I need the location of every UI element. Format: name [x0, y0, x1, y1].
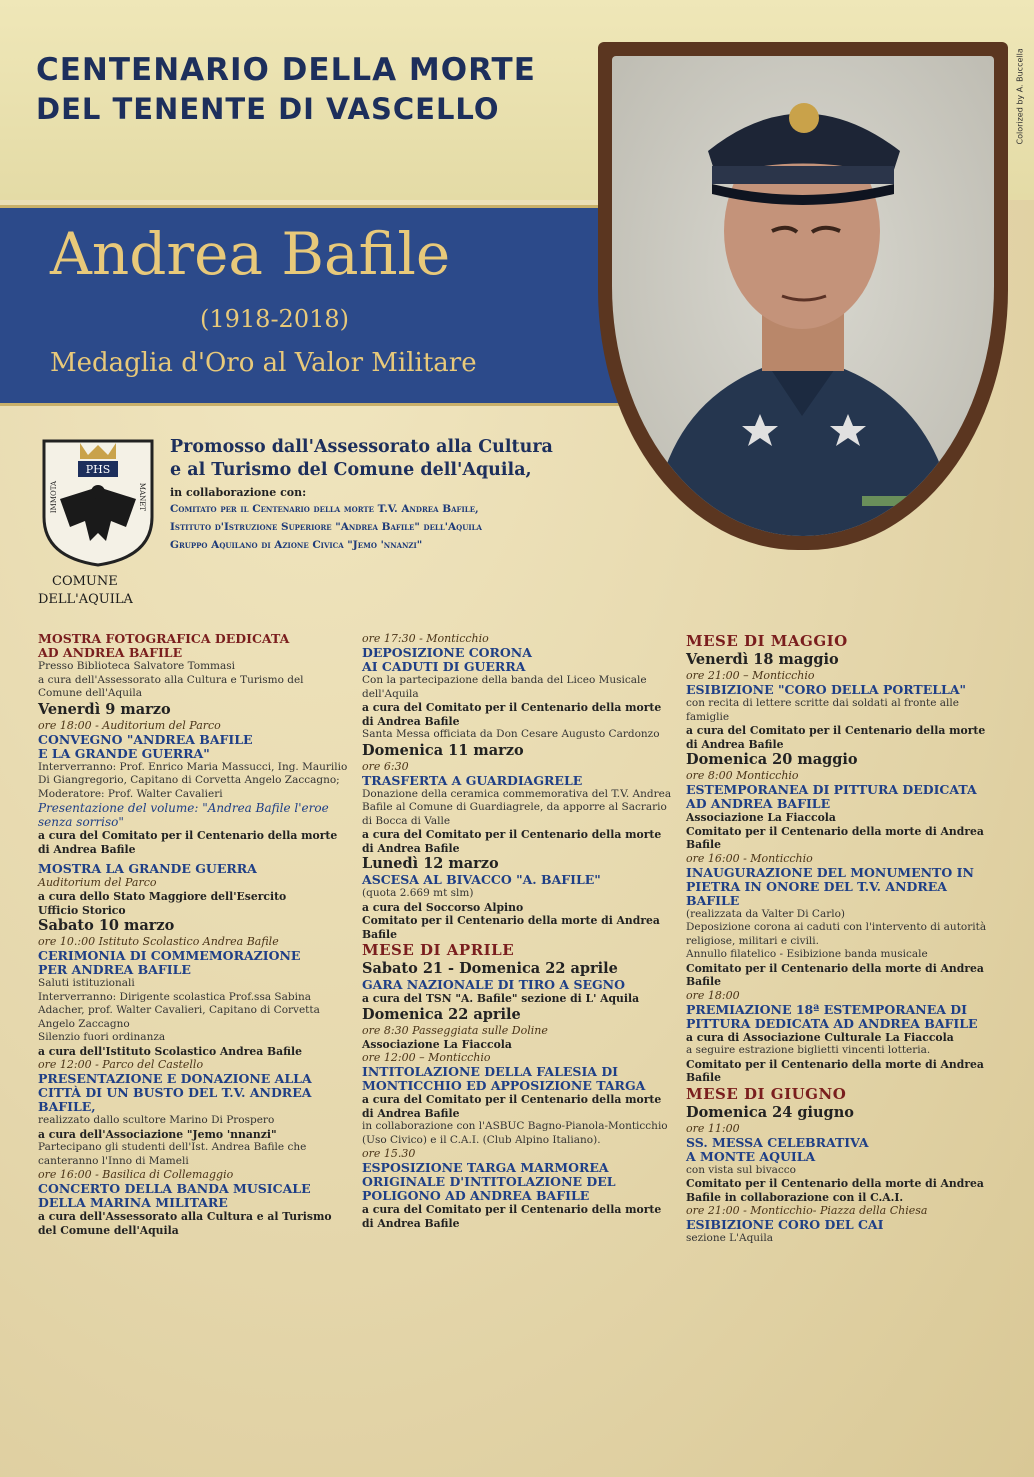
crest-label-1: COMUNE	[52, 574, 118, 589]
event-detail: in collaborazione con l'ASBUC Bagno-Pianola-Monticchio (Uso Civico) e il C.A.I. (Club Alpino Italiano).	[362, 1120, 668, 1146]
event-detail: Comitato per il Centenario della morte di Andrea Bafile	[362, 914, 660, 941]
event-detail: con recita di lettere scritte dai soldati al fronte alle famiglie	[686, 697, 959, 723]
event-detail: a cura dell'Assessorato alla Cultura e Turismo del Comune dell'Aquila	[38, 673, 304, 699]
event-detail: ore 15.30	[362, 1147, 416, 1160]
event-detail: a cura del Comitato per il Centenario della morte di Andrea Bafile	[362, 1093, 662, 1120]
event-detail: a cura dell'Associazione "Jemo 'nnanzi"	[38, 1127, 277, 1141]
event-detail: Comitato per il Centenario della morte di Andrea Bafile	[686, 824, 984, 851]
event-date: Domenica 20 maggio	[686, 751, 858, 768]
hero-name: Andrea Bafile	[50, 220, 451, 288]
event-detail: Donazione della ceramica commemorativa del T.V. Andrea Bafile al Comune di Guardiagrele, da apporre al Sacrario di Bocca di Valle	[362, 787, 672, 827]
event-title: CERIMONIA DI COMMEMORAZIONE	[38, 948, 301, 963]
crest-mono: PHS	[85, 463, 111, 476]
crest-motto-right: MANET	[138, 482, 146, 512]
event-title: DELLA MARINA MILITARE	[38, 1195, 228, 1210]
event-detail: ore 21:00 - Monticchio- Piazza della Chiesa	[686, 1204, 928, 1217]
event-detail: (realizzata da Valter Di Carlo)	[686, 907, 845, 920]
promo-org: Istituto d'Istruzione Superiore "Andrea Bafile" dell'Aquila	[170, 521, 482, 533]
event-title: AI CADUTI DI GUERRA	[362, 659, 526, 674]
event-title: CONCERTO DELLA BANDA MUSICALE	[38, 1181, 311, 1196]
event-date: Sabato 10 marzo	[38, 917, 175, 934]
event-title: Presentazione del volume: "Andrea Bafile l'eroe senza sorriso"	[38, 801, 329, 829]
event-detail: Con la partecipazione della banda del Liceo Musicale dell'Aquila	[362, 674, 647, 700]
event-detail: Auditorium del Parco	[38, 876, 157, 889]
event-detail: ore 12:00 – Monticchio	[362, 1051, 491, 1064]
event-detail: Associazione La Fiaccola	[686, 811, 836, 824]
month-heading: MESE DI GIUGNO	[686, 1084, 847, 1103]
event-detail: Ufficio Storico	[38, 903, 126, 917]
event-title: SS. MESSA CELEBRATIVA	[686, 1134, 869, 1150]
event-title: AD ANDREA BAFILE	[38, 645, 183, 660]
event-title: ESPOSIZIONE TARGA MARMOREA ORIGINALE D'INTITOLAZIONE DEL POLIGONO AD ANDREA BAFILE	[362, 1160, 616, 1203]
program-column-2	[362, 632, 672, 1230]
event-detail: ore 21:00 – Monticchio	[686, 669, 815, 682]
event-title: INAUGURAZIONE DEL MONUMENTO IN PIETRA IN ONORE DEL T.V. ANDREA BAFILE	[686, 864, 974, 908]
event-detail: ore 8:00 Monticchio	[686, 769, 799, 782]
event-detail: Interverranno: Prof. Enrico Maria Massucci, Ing. Maurilio Di Giangregorio, Capitano di Corvetta Angelo Zaccagno;	[38, 760, 348, 786]
event-detail: a cura del TSN "A. Bafile" sezione di L' Aquila	[362, 992, 640, 1005]
portrait-photo	[612, 56, 994, 536]
event-detail: a cura del Comitato per il Centenario della morte di Andrea Bafile	[362, 828, 662, 855]
event-detail: a cura dell'Assessorato alla Cultura e al Turismo del Comune dell'Aquila	[38, 1210, 332, 1237]
event-title: DEPOSIZIONE CORONA	[362, 645, 532, 660]
event-title: ESIBIZIONE "CORO DELLA PORTELLA"	[686, 682, 967, 697]
event-detail: con vista sul bivacco	[686, 1163, 796, 1176]
event-detail: sezione L'Aquila	[686, 1232, 774, 1244]
event-date: Sabato 21 - Domenica 22 aprile	[362, 960, 618, 977]
event-detail: ore 17:30 - Monticchio	[362, 632, 489, 645]
event-detail: Comitato per il Centenario della morte di Andrea Bafile	[686, 1057, 984, 1084]
event-title: MOSTRA LA GRANDE GUERRA	[38, 861, 257, 876]
event-detail: a cura del Soccorso Alpino	[362, 900, 524, 914]
event-detail: a cura dello Stato Maggiore dell'Esercito	[38, 890, 287, 903]
event-date: Domenica 11 marzo	[362, 741, 524, 759]
event-title: ESIBIZIONE CORO DEL CAI	[686, 1217, 884, 1232]
event-detail: a cura dell'Istituto Scolastico Andrea Bafile	[38, 1044, 302, 1058]
event-detail: Comitato per il Centenario della morte di Andrea Bafile in collaborazione con il C.A.I.	[686, 1177, 984, 1204]
event-detail: ore 18:00 - Auditorium del Parco	[38, 718, 221, 732]
event-detail: ore 12:00 - Parco del Castello	[38, 1058, 204, 1071]
event-title: PRESENTAZIONE E DONAZIONE ALLA CITTÀ DI UN BUSTO DEL T.V. ANDREA BAFILE,	[38, 1071, 312, 1114]
event-detail: Partecipano gli studenti dell'Ist. Andrea Bafile che canteranno l'Inno di Mameli	[38, 1141, 307, 1167]
event-title: ASCESA AL BIVACCO "A. BAFILE"	[362, 872, 601, 887]
event-title: TRASFERTA A GUARDIAGRELE	[362, 772, 583, 788]
event-detail: a cura di Associazione Culturale La Fiaccola	[686, 1030, 954, 1044]
event-detail: a cura del Comitato per il Centenario della morte di Andrea Bafile	[362, 1203, 662, 1230]
promo-line-2: e al Turismo del Comune dell'Aquila,	[170, 460, 532, 480]
event-detail: ore 8:30 Passeggiata sulle Doline	[362, 1023, 548, 1037]
event-title: PER ANDREA BAFILE	[38, 962, 191, 977]
promo-org: Gruppo Aquilano di Azione Civica "Jemo 'nnanzi"	[170, 539, 423, 551]
event-title: ESTEMPORANEA DI PITTURA DEDICATA AD ANDREA BAFILE	[686, 782, 977, 811]
photo-credit: Colorized by A. Buccella	[1015, 48, 1025, 145]
officer-portrait-icon	[612, 56, 994, 536]
event-title: GARA NAZIONALE DI TIRO A SEGNO	[362, 977, 626, 992]
title-line-2: DEL TENENTE DI VASCELLO	[36, 92, 500, 126]
event-detail: ore 16:00 - Monticchio	[686, 851, 813, 865]
month-heading: MESE DI MAGGIO	[686, 632, 848, 650]
event-detail: Moderatore: Prof. Walter Cavalieri	[38, 787, 223, 800]
city-crest	[40, 437, 156, 567]
program-column-1	[38, 632, 348, 1237]
event-date: Lunedì 12 marzo	[362, 855, 499, 872]
event-detail: ore 18:00	[686, 988, 740, 1002]
event-title: A MONTE AQUILA	[686, 1148, 816, 1164]
event-detail: Saluti istituzionali	[38, 977, 135, 989]
event-detail: ore 16:00 - Basilica di Collemaggio	[38, 1168, 234, 1181]
event-detail: ore 10.:00 Istituto Scolastico Andrea Bafile	[38, 935, 279, 948]
event-detail: a cura del Comitato per il Centenario della morte di Andrea Bafile	[686, 724, 986, 751]
event-detail: Silenzio fuori ordinanza	[38, 1031, 166, 1043]
event-title: MOSTRA FOTOGRAFICA DEDICATA	[38, 631, 290, 646]
eagle-crest-icon	[40, 437, 156, 567]
month-heading: MESE DI APRILE	[362, 941, 515, 959]
event-detail: Deposizione corona ai caduti con l'intervento di autorità religiose, militari e civili.	[686, 921, 987, 947]
event-title: E LA GRANDE GUERRA"	[38, 745, 210, 761]
event-detail: Associazione La Fiaccola	[362, 1037, 512, 1051]
event-detail: ore 11:00	[686, 1121, 740, 1135]
event-detail: Santa Messa officiata da Don Cesare Augusto Cardonzo	[362, 728, 660, 740]
event-detail: realizzato dallo scultore Marino Di Prospero	[38, 1114, 275, 1126]
crest-motto-left: IMMOTA	[50, 480, 58, 514]
promo-org: Comitato per il Centenario della morte T.V. Andrea Bafile,	[170, 503, 479, 515]
event-detail: Presso Biblioteca Salvatore Tommasi	[38, 660, 236, 672]
event-detail: ore 6:30	[362, 759, 409, 773]
event-detail: Comitato per il Centenario della morte di Andrea Bafile	[686, 961, 984, 988]
hero-medal: Medaglia d'Oro al Valor Militare	[50, 348, 477, 378]
hero-years: (1918-2018)	[200, 305, 349, 333]
event-detail: a cura del Comitato per il Centenario della morte di Andrea Bafile	[38, 829, 338, 856]
event-detail: a cura del Comitato per il Centenario della morte di Andrea Bafile	[362, 701, 662, 728]
event-detail: Interverranno: Dirigente scolastica Prof.ssa Sabina Adacher, prof. Walter Cavalieri, Capitano di Corvetta Angelo Zaccagno	[38, 990, 320, 1030]
promo-line-1: Promosso dall'Assessorato alla Cultura	[170, 437, 553, 457]
event-detail: a seguire estrazione biglietti vincenti lotteria.	[686, 1044, 931, 1056]
promo-collab: in collaborazione con:	[170, 486, 307, 499]
event-date: Domenica 22 aprile	[362, 1005, 521, 1023]
crest-label-2: DELL'AQUILA	[38, 592, 133, 607]
event-date: Venerdì 18 maggio	[686, 651, 839, 668]
event-date: Venerdì 9 marzo	[38, 700, 171, 718]
event-date: Domenica 24 giugno	[686, 1103, 854, 1121]
event-title: PREMIAZIONE 18ª ESTEMPORANEA DI PITTURA DEDICATA AD ANDREA BAFILE	[686, 1001, 978, 1031]
event-detail: (quota 2.669 mt slm)	[362, 887, 474, 899]
event-title: CONVEGNO "ANDREA BAFILE	[38, 731, 253, 747]
event-title: INTITOLAZIONE DELLA FALESIA DI MONTICCHIO ED APPOSIZIONE TARGA	[362, 1064, 646, 1093]
title-line-1: CENTENARIO DELLA MORTE	[36, 52, 536, 88]
program-column-3	[686, 632, 996, 1246]
event-detail: Annullo filatelico - Esibizione banda musicale	[686, 948, 928, 960]
